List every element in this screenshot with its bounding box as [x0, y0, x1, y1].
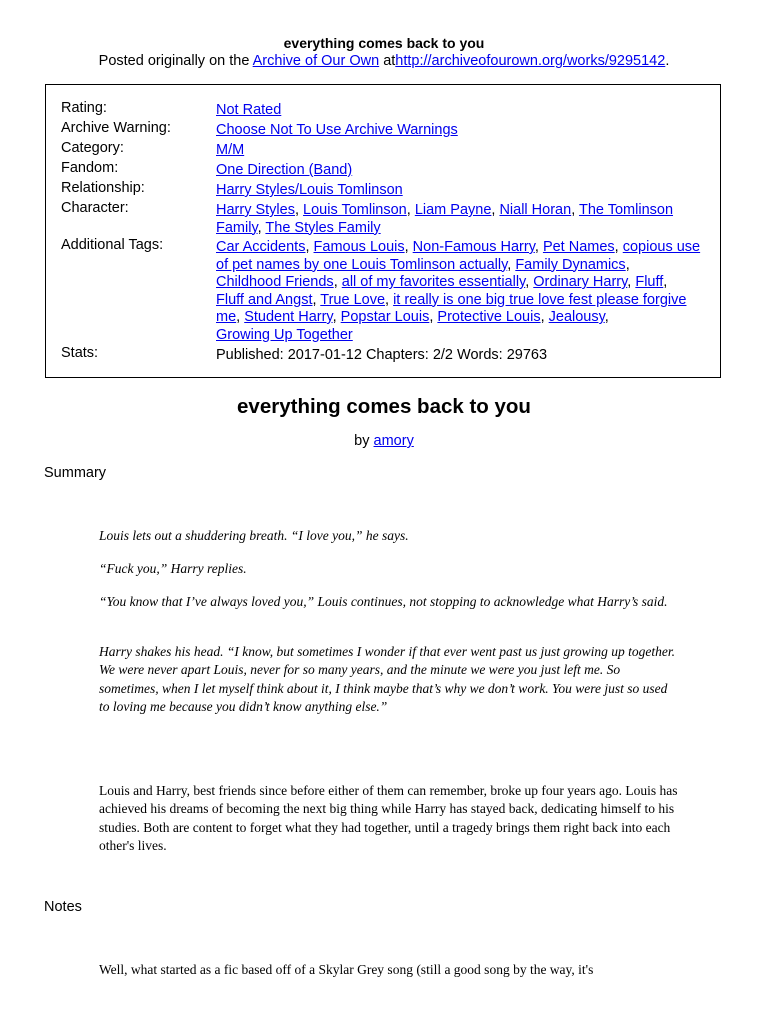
- notes-heading: Notes: [44, 899, 82, 915]
- tag-link[interactable]: Non-Famous Harry: [412, 239, 535, 255]
- work-metadata-box: [45, 84, 721, 378]
- author-link[interactable]: amory: [373, 433, 414, 449]
- warning-link[interactable]: Choose Not To Use Archive Warnings: [216, 122, 458, 138]
- tag-link[interactable]: Fluff: [635, 274, 664, 290]
- warning-label: Archive Warning:: [61, 120, 171, 136]
- tag-link[interactable]: Protective Louis: [437, 309, 541, 325]
- summary-blurb: Louis and Harry, best friends since before either of them can remember, broke up four years ago. Louis has achieved his dreams of becoming the next big thing while Harry has stayed back, dedicating himself to his studies. Both are content to forget what they had together, until a tragedy brings them right back into each other's lives.: [99, 783, 678, 853]
- tag-link[interactable]: Childhood Friends: [216, 274, 334, 290]
- character-label: Character:: [61, 200, 129, 216]
- character-link[interactable]: Harry Styles: [216, 202, 295, 218]
- character-link[interactable]: Niall Horan: [499, 202, 572, 218]
- tag-link[interactable]: Student Harry: [244, 309, 333, 325]
- tag-link[interactable]: Popstar Louis: [340, 309, 430, 325]
- fandom-link[interactable]: One Direction (Band): [216, 162, 353, 178]
- summary-quote-paragraph: “You know that I’ve always loved you,” Louis continues, not stopping to acknowledge what Harry’s said.: [99, 594, 668, 609]
- character-link[interactable]: The Tomlinson Family: [216, 202, 674, 236]
- document-title: everything comes back to you: [283, 35, 485, 51]
- category-link[interactable]: M/M: [216, 142, 245, 158]
- notes-text: Well, what started as a fic based off of a Skylar Grey song (still a good song by the way, it's: [99, 962, 594, 977]
- character-link[interactable]: Louis Tomlinson: [303, 202, 407, 218]
- stats-value: Published: 2017-01-12 Chapters: 2/2 Words: 29763: [216, 347, 548, 363]
- tag-link[interactable]: Growing Up Together: [216, 326, 353, 343]
- byline-prefix: by: [354, 433, 370, 449]
- tag-link[interactable]: True Love: [320, 291, 386, 308]
- character-link[interactable]: The Styles Family: [265, 219, 381, 236]
- relationship-label: Relationship:: [61, 180, 145, 196]
- tag-link[interactable]: Famous Louis: [313, 239, 405, 255]
- tag-link[interactable]: Jealousy: [548, 309, 605, 325]
- category-label: Category:: [61, 140, 124, 156]
- relationship-link[interactable]: Harry Styles/Louis Tomlinson: [216, 182, 403, 198]
- tag-link[interactable]: Family Dynamics: [515, 256, 626, 273]
- stats-label: Stats:: [61, 345, 99, 361]
- summary-quote-paragraph: “Fuck you,” Harry replies.: [99, 561, 247, 576]
- tags-label: Additional Tags:: [61, 237, 164, 253]
- summary-quote-paragraph: Harry shakes his head. “I know, but sometimes I wonder if that ever went past us just growing up together. We were never apart Louis, never for so many years, and the minute we were you just left me. So sometimes, when I let myself think about it, I think maybe that’s why we don’t work. You were just so used to loving me because you didn’t know anything else.”: [99, 644, 675, 714]
- character-list: Harry Styles, Louis Tomlinson, Liam Payne, Niall Horan, The Tomlinson Family, The Styles Family: [216, 202, 674, 236]
- tag-link[interactable]: it really is one big true love fest please forgive me: [216, 291, 687, 325]
- tag-link[interactable]: all of my favorites essentially: [341, 274, 526, 290]
- summary-heading: Summary: [44, 465, 107, 481]
- posted-originally-line: [0, 53, 768, 69]
- archive-link[interactable]: Archive of Our Own: [252, 53, 380, 69]
- rating-label: Rating:: [61, 100, 107, 116]
- posted-at: at: [383, 53, 396, 69]
- tag-link[interactable]: Pet Names: [542, 239, 615, 255]
- tag-link[interactable]: Fluff and Angst: [216, 291, 313, 308]
- posted-prefix: Posted originally on the: [98, 53, 250, 69]
- summary-quote-paragraph: Louis lets out a shuddering breath. “I love you,” he says.: [99, 528, 409, 543]
- tag-link[interactable]: Ordinary Harry: [533, 274, 628, 290]
- byline: [0, 433, 768, 449]
- work-url-link[interactable]: http://archiveofourown.org/works/9295142: [395, 53, 666, 69]
- tag-link[interactable]: copious use of pet names by one Louis Tomlinson actually: [216, 239, 701, 273]
- tag-list: Car Accidents, Famous Louis, Non-Famous Harry, Pet Names, copious use of pet names by one Louis Tomlinson actually, Family Dynamics, Childhood Friends, all of my favorites essentially, Ordinary Harry, Fluff, Fluff and Angst, True Love, it really is one big true love fest please forgive me, Student Harry, Popstar Louis, Protective Louis, Jealousy, Growing Up Together: [216, 239, 701, 343]
- character-link[interactable]: Liam Payne: [414, 202, 492, 218]
- tag-link[interactable]: Car Accidents: [216, 239, 306, 255]
- posted-period: .: [665, 53, 670, 69]
- rating-link[interactable]: Not Rated: [216, 102, 282, 118]
- work-title: everything comes back to you: [237, 395, 531, 418]
- fandom-label: Fandom:: [61, 160, 119, 176]
